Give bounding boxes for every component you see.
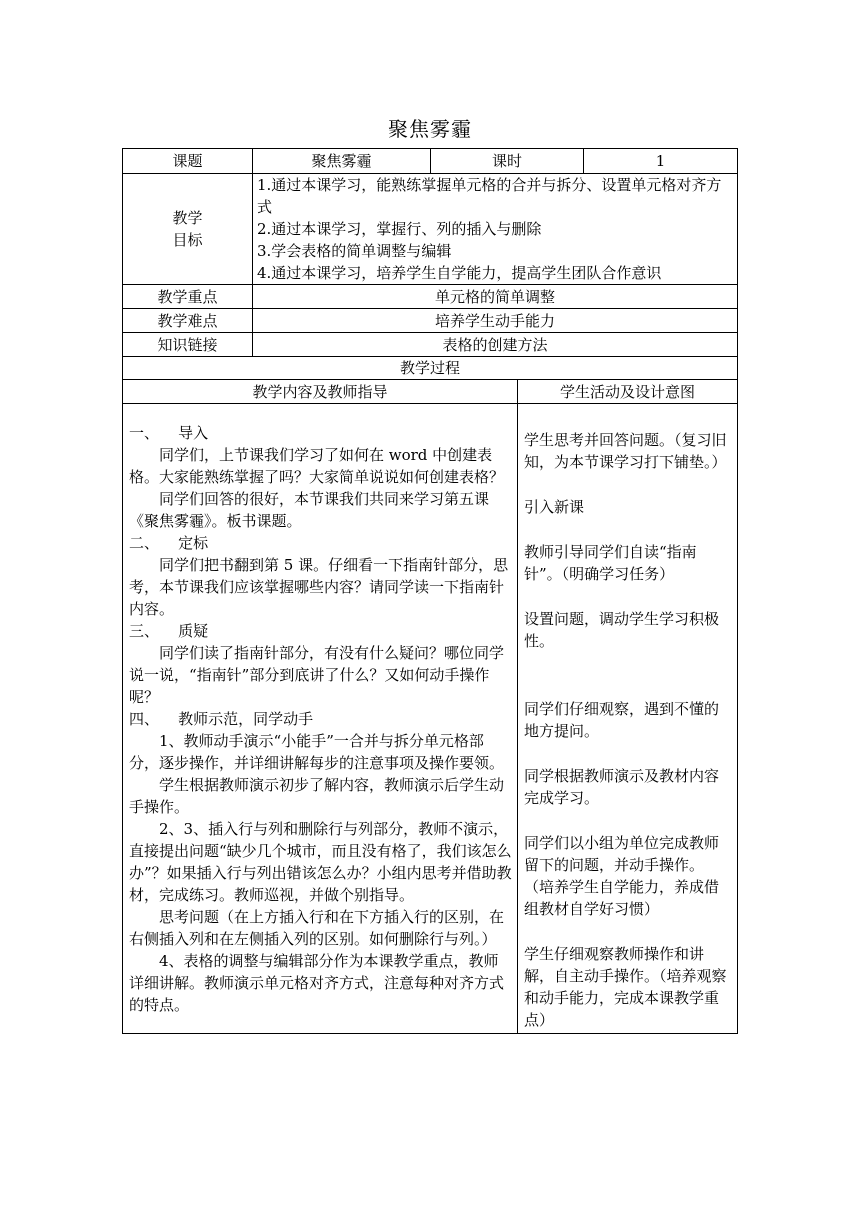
key-point-row [123,285,738,309]
content-paragraph: 2、3、插入行与列和删除行与列部分，教师不演示，直接提出问题“缺少几个城市，而且没有格了，我们该怎么办”？如果插入行与列出错该怎么办？小组内思考并借助教材，完成练习。教师巡视，并做个别指导。 [129,819,512,904]
activity-note: 教师引导同学们自读“指南针”。（明确学习任务） [524,543,697,583]
content-paragraph: 同学们，上节课我们学习了如何在 word 中创建表格。大家能熟练掌握了吗？大家简单说说如何创建表格？ [129,445,505,486]
link-value: 表格的创建方法 [253,333,738,357]
difficulty-label: 教学难点 [123,309,253,333]
spacer [524,809,732,832]
process-title: 教学过程 [123,357,738,380]
content-paragraph: 同学们把书翻到第 5 课。仔细看一下指南针部分，思考，本节课我们应该掌握哪些内容？请同学读一下指南针内容。 [129,555,509,618]
student-activity [518,404,738,1034]
key-point-value: 单元格的简单调整 [253,285,738,309]
section-heading: 一、 导入 [129,423,209,442]
objective-item: 3.学会表格的简单调整与编辑 [257,242,452,260]
spacer [524,473,732,496]
content-column-header: 教学内容及教师指导 [123,380,518,404]
activity-column-header: 学生活动及设计意图 [518,380,738,404]
objectives-label [123,174,253,285]
process-title-row [123,357,738,380]
section-heading: 四、 教师示范，同学动手 [129,709,314,728]
content-paragraph: 学生根据教师演示初步了解内容，教师演示后学生动手操作。 [129,775,505,816]
section-heading: 三、 质疑 [129,621,209,640]
objective-item: 1.通过本课学习，能熟练掌握单元格的合并与拆分、设置单元格对齐方式 [257,176,722,216]
objective-item: 2.通过本课学习，掌握行、列的插入与删除 [257,220,542,238]
content-paragraph: 同学们读了指南针部分，有没有什么疑问？哪位同学说一说，“指南针”部分到底讲了什么？又如何动手操作呢？ [129,643,505,706]
spacer [524,406,732,429]
topic-label: 课题 [123,149,253,174]
spacer [524,652,732,675]
process-header-row [123,380,738,404]
key-point-label: 教学重点 [123,285,253,309]
activity-note: 引入新课 [524,498,585,516]
objective-item: 4.通过本课学习，培养学生自学能力，提高学生团队合作意识 [257,264,662,282]
activity-note: 学生思考并回答问题。（复习旧知，为本节课学习打下铺垫。） [524,431,727,471]
content-paragraph: 同学们回答的很好，本节课我们共同来学习第五课《聚焦雾霾》。板书课题。 [129,489,490,530]
topic-row [123,149,738,174]
process-body-row [123,404,738,1034]
period-value: 1 [584,149,738,174]
section-heading: 二、 定标 [129,533,209,552]
page-title: 聚焦雾霾 [388,117,472,141]
spacer [524,675,732,698]
content-paragraph: 4、表格的调整与编辑部分作为本课教学重点，教师详细讲解。教师演示单元格对齐方式，注意每种对齐方式的特点。 [129,951,505,1014]
link-label: 知识链接 [123,333,253,357]
link-row [123,333,738,357]
content-paragraph: 思考问题（在上方插入行和在下方插入行的区别，在右侧插入列和在左侧插入列的区别。如何删除行与列。） [129,907,505,948]
spacer [524,585,732,608]
spacer [524,742,732,765]
content-paragraph: 1、教师动手演示“小能手”一合并与拆分单元格部分，逐步操作，并详细讲解每步的注意事项及操作要领。 [129,731,505,772]
topic-value: 聚焦雾霾 [253,149,431,174]
activity-note: 同学们仔细观察，遇到不懂的地方提问。 [524,700,720,740]
activity-note: 学生仔细观察教师操作和讲解，自主动手操作。（培养观察和动手能力，完成本课教学重点） [524,945,727,1029]
difficulty-value: 培养学生动手能力 [253,309,738,333]
objectives-label-line-1: 教学 [172,209,203,227]
activity-note: 设置问题，调动学生学习积极性。 [524,610,720,650]
teaching-content [123,404,518,1034]
objectives-label-line-2: 目标 [172,231,203,249]
lesson-plan-table [122,148,738,1034]
activity-note: 同学根据教师演示及教材内容完成学习。 [524,767,720,807]
objectives-row [123,174,738,285]
difficulty-row [123,309,738,333]
spacer [524,920,732,943]
activity-note: （培养学生自学能力，养成借组教材自学好习惯） [524,878,720,918]
period-label: 课时 [431,149,584,174]
activity-note: 同学们以小组为单位完成教师留下的问题，并动手操作。 [524,834,720,874]
spacer [524,518,732,541]
objectives-list [253,174,738,285]
